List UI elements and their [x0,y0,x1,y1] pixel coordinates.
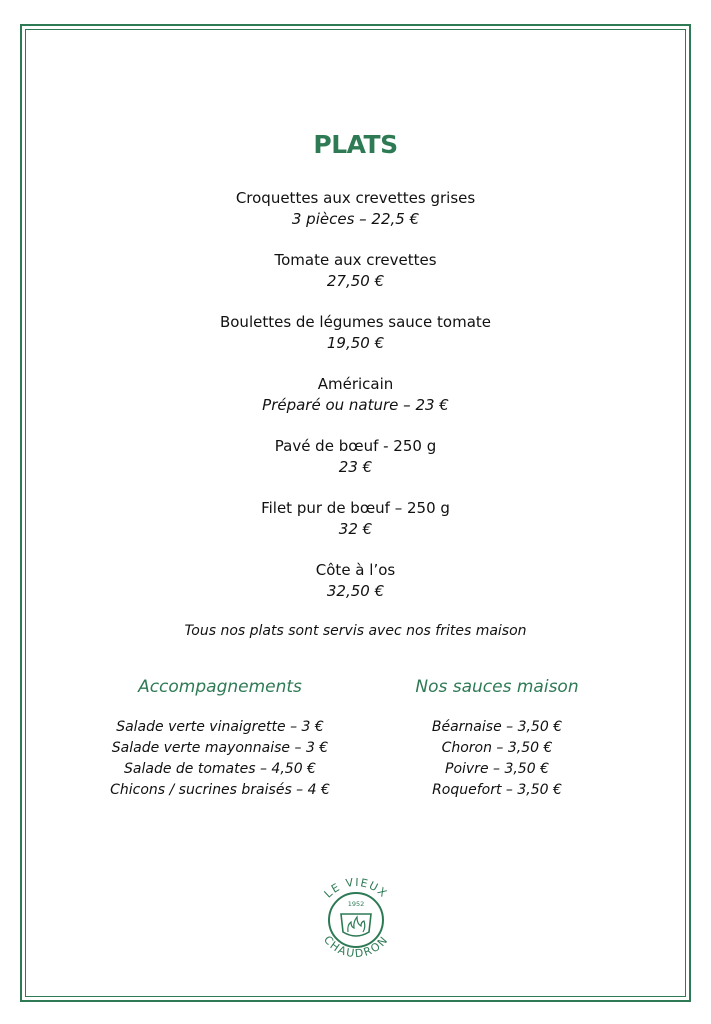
side-item: Salade verte mayonnaise – 3 € [111,740,329,756]
dish-name: Pavé de bœuf - 250 g [274,437,437,455]
dish-price: 19,50 € [326,334,385,352]
dish-name: Côte à l’os [315,561,396,579]
sauce-item: Choron – 3,50 € [441,740,553,756]
dish-name: Boulettes de légumes sauce tomate [219,313,492,331]
dish-price: 32 € [338,520,373,538]
dish-price: 32,50 € [326,582,385,600]
logo-bottom-text: CHAUDRON [321,933,391,961]
sauce-item: Roquefort – 3,50 € [432,782,562,798]
dish-item [0,436,711,478]
flame-icon [348,917,365,932]
dish-item [0,560,711,602]
dish-item [0,250,711,292]
dish-item [0,188,711,230]
le-vieux-chaudron-logo [311,870,401,970]
page-title: PLATS [313,130,398,159]
logo-year: 1952 [347,900,365,908]
sides-section [90,676,350,801]
dish-price: 3 pièces – 22,5 € [291,210,420,228]
sides-title: Accompagnements [138,677,302,697]
sauce-item: Béarnaise – 3,50 € [431,719,563,735]
dish-name: Croquettes aux crevettes grises [235,189,476,207]
sauce-item: Poivre – 3,50 € [445,761,549,777]
cauldron-icon [341,914,371,936]
fries-note: Tous nos plats sont servis avec nos frites maison [184,623,527,639]
dish-price: Préparé ou nature – 23 € [262,396,449,414]
dish-name: Américain [317,375,394,393]
dish-name: Tomate aux crevettes [274,251,437,269]
sauces-title: Nos sauces maison [415,677,579,697]
logo-top-text: LE VIEUX [321,875,391,901]
side-item: Salade de tomates – 4,50 € [124,761,316,777]
dish-price: 23 € [338,458,373,476]
side-item: Chicons / sucrines braisés – 4 € [110,782,330,798]
dish-item [0,374,711,416]
dish-item [0,312,711,354]
side-item: Salade verte vinaigrette – 3 € [116,719,324,735]
sauces-section [387,676,607,801]
dish-name: Filet pur de bœuf – 250 g [261,499,450,517]
dish-item [0,498,711,540]
svg-text:LE VIEUX [322,876,391,901]
dish-price: 27,50 € [326,272,385,290]
